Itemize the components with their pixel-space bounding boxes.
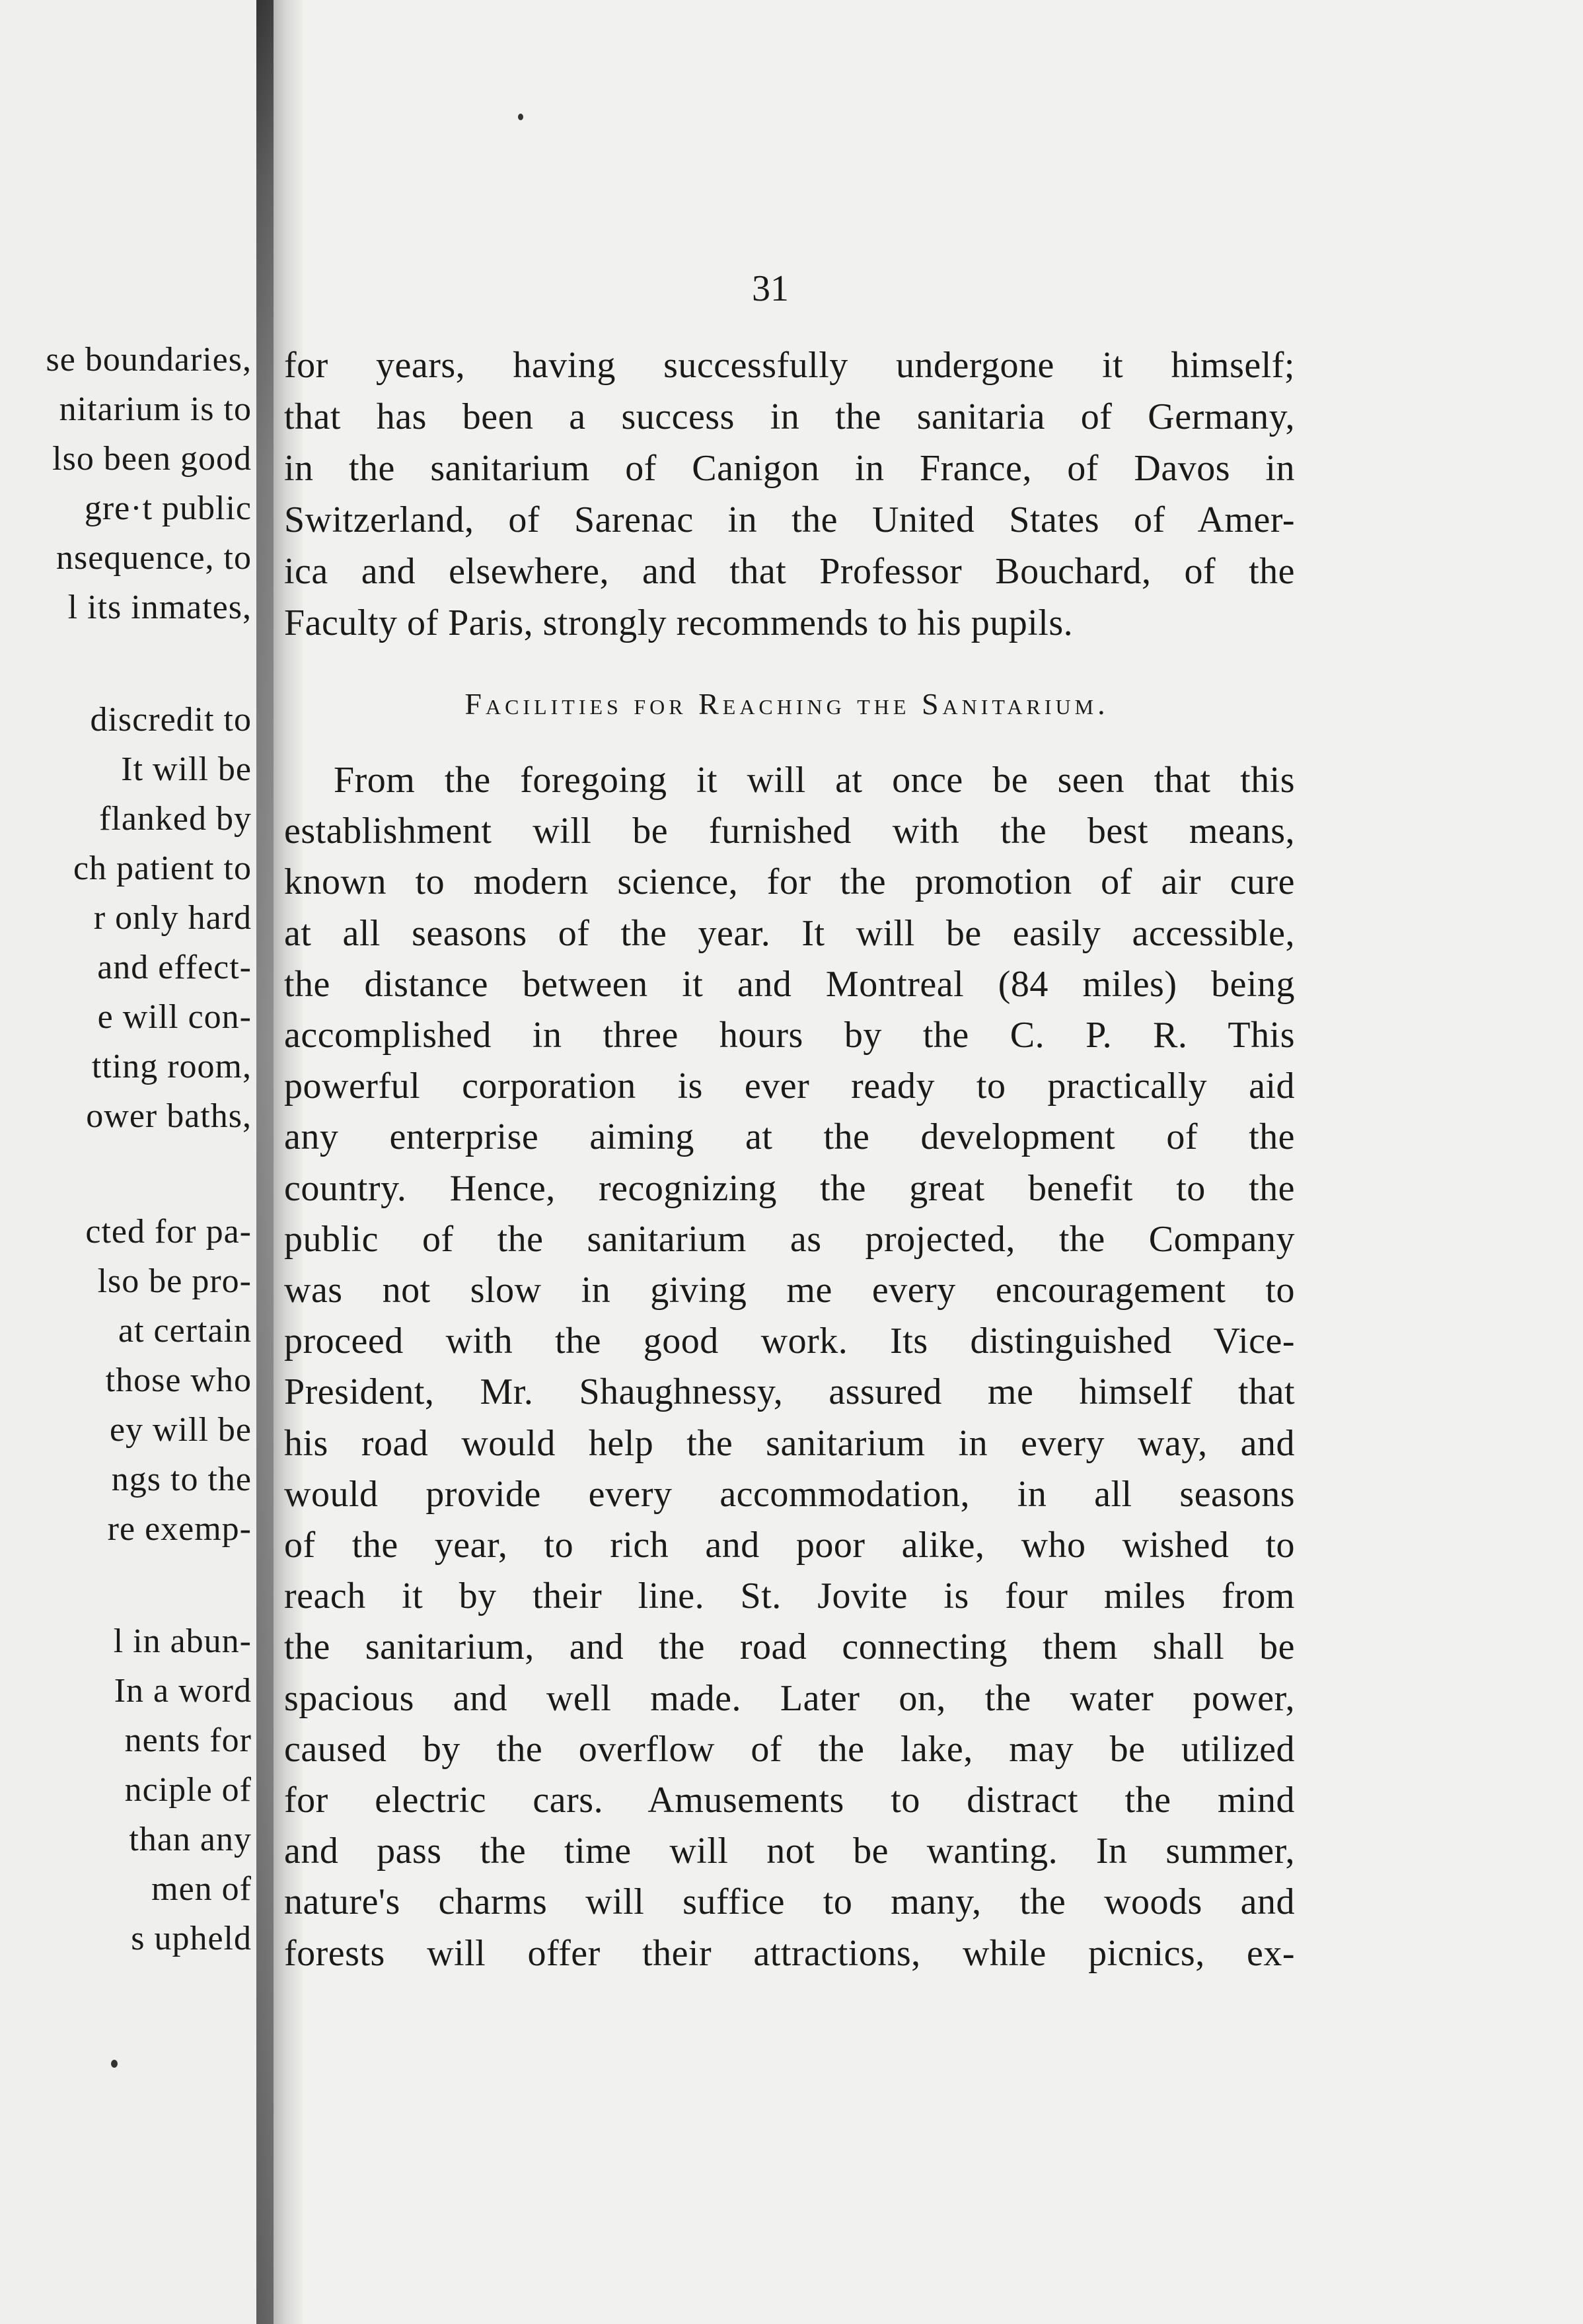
left-page-line: gre·t public — [84, 490, 252, 527]
left-page-line: than any — [129, 1821, 252, 1858]
text-line: at all seasons of the year. It will be easily accessible, — [284, 913, 1295, 954]
left-page-line: nitarium is to — [59, 390, 252, 428]
text-line: Switzerland, of Sarenac in the United States of Amer- — [284, 499, 1295, 540]
text-line: and pass the time will not be wanting. In summer, — [284, 1831, 1295, 1871]
left-page-line: r only hard — [93, 899, 252, 937]
left-page-line: ngs to the — [111, 1461, 252, 1498]
text-line: powerful corporation is ever ready to practically aid — [284, 1066, 1295, 1107]
text-line: reach it by their line. St. Jovite is four miles from — [284, 1576, 1295, 1616]
left-page-line: ey will be — [109, 1411, 252, 1449]
section-heading: Facilities for Reaching the Sanitarium. — [464, 687, 1109, 721]
left-page-fragment — [0, 0, 261, 2324]
text-line: known to modern science, for the promotion of air cure — [284, 861, 1295, 902]
text-line: accomplished in three hours by the C. P. R. This — [284, 1015, 1295, 1056]
text-line: was not slow in giving me every encouragement to — [284, 1270, 1295, 1311]
text-line: the distance between it and Montreal (84 miles) being — [284, 964, 1295, 1005]
left-page-line: ch patient to — [73, 850, 252, 887]
book-gutter-edge — [256, 0, 274, 2324]
left-page-line: s upheld — [131, 1920, 252, 1957]
text-line: Faculty of Paris, strongly recommends to his pupils. — [284, 602, 1074, 643]
left-page-line: nciple of — [124, 1771, 252, 1809]
text-line: any enterprise aiming at the development of the — [284, 1116, 1295, 1157]
left-page-line: flanked by — [99, 800, 252, 838]
text-line: for electric cars. Amusements to distract the mind — [284, 1780, 1295, 1821]
text-line: From the foregoing it will at once be seen that this — [334, 760, 1295, 801]
left-page-line: It will be — [121, 750, 252, 788]
left-page-line: e will con- — [97, 998, 252, 1036]
left-page-line: men of — [151, 1870, 252, 1908]
text-line: spacious and well made. Later on, the water power, — [284, 1678, 1295, 1719]
text-line: in the sanitarium of Canigon in France, of Davos in — [284, 448, 1295, 489]
text-line: President, Mr. Shaughnessy, assured me himself that — [284, 1371, 1295, 1412]
text-line: country. Hence, recognizing the great benefit to the — [284, 1168, 1295, 1209]
left-page-line: and effect- — [97, 949, 252, 986]
text-line: his road would help the sanitarium in every way, and — [284, 1423, 1295, 1464]
left-page-line: l its inmates, — [67, 589, 252, 626]
left-page-line: nsequence, to — [55, 539, 252, 577]
text-line: forests will offer their attractions, while picnics, ex- — [284, 1933, 1295, 1974]
text-line: of the year, to rich and poor alike, who wished to — [284, 1525, 1295, 1566]
left-page-line: In a word — [114, 1672, 252, 1710]
left-page-line: discredit to — [90, 701, 252, 739]
left-page-line: re exemp- — [107, 1510, 252, 1548]
text-line: public of the sanitarium as projected, the Company — [284, 1219, 1295, 1260]
left-page-line: those who — [105, 1362, 252, 1399]
left-page-line: l in abun- — [113, 1622, 252, 1660]
left-page-line: tting room, — [91, 1048, 252, 1085]
text-line: establishment will be furnished with the best means, — [284, 811, 1295, 852]
left-page-line: se boundaries, — [46, 341, 252, 379]
left-page-line: ower baths, — [86, 1097, 252, 1135]
text-line: ica and elsewhere, and that Professor Bouchard, of the — [284, 551, 1295, 592]
text-line: proceed with the good work. Its distinguished Vice- — [284, 1321, 1295, 1362]
page-number: 31 — [752, 268, 789, 309]
ink-speck — [111, 2060, 118, 2068]
text-line: for years, having successfully undergone it himself; — [284, 345, 1295, 386]
text-line: would provide every accommodation, in all seasons — [284, 1474, 1295, 1515]
left-page-line: cted for pa- — [85, 1213, 252, 1251]
left-page-line: lso been good — [52, 440, 252, 478]
text-line: that has been a success in the sanitaria of Germany, — [284, 396, 1295, 437]
ink-speck — [518, 114, 523, 120]
left-page-line: at certain — [118, 1312, 252, 1350]
text-line: nature's charms will suffice to many, the woods and — [284, 1881, 1295, 1922]
left-page-line: nents for — [124, 1722, 252, 1759]
left-page-line: lso be pro- — [97, 1262, 252, 1300]
text-line: the sanitarium, and the road connecting them shall be — [284, 1626, 1295, 1667]
text-line: caused by the overflow of the lake, may be utilized — [284, 1729, 1295, 1770]
